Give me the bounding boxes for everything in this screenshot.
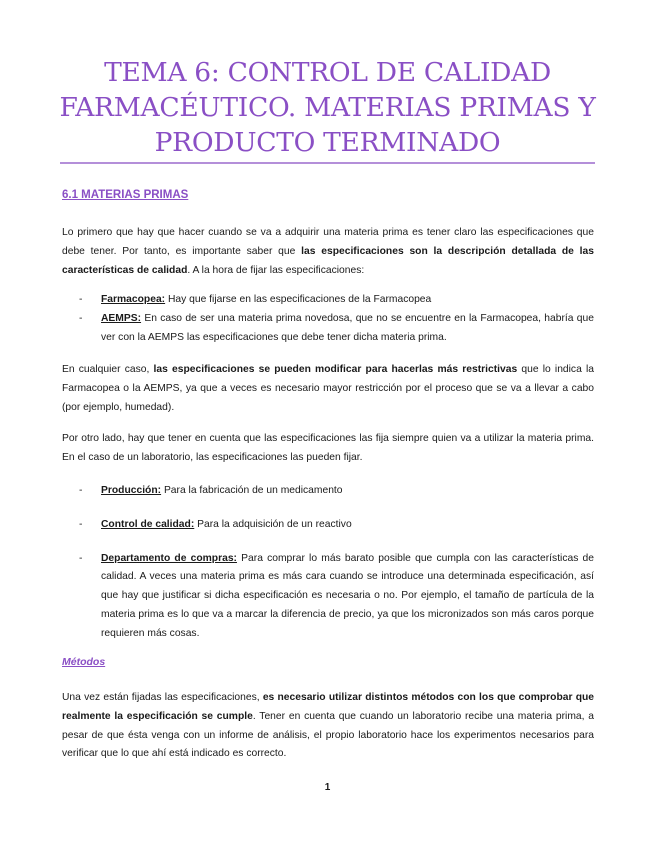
list-term: AEMPS: — [101, 312, 142, 324]
intro-text-bold: las especificaciones son la descripción detallada de las características de calidad — [62, 245, 594, 276]
list-item — [62, 482, 594, 501]
intro-paragraph — [62, 224, 594, 280]
restriction-text-bold: las especificaciones se pueden modificar para hacerlas más restrictivas — [153, 364, 518, 375]
bullet-dash: - — [79, 518, 83, 530]
title-divider — [60, 162, 595, 164]
methods-paragraph — [62, 689, 594, 764]
section-heading: 6.1 MATERIAS PRIMAS — [62, 189, 189, 201]
list-item — [62, 291, 594, 310]
methods-subheading: Métodos — [62, 656, 106, 668]
list-term: Departamento de compras: — [101, 552, 237, 564]
list-item — [62, 516, 594, 535]
restriction-text-c: que lo indica la Farmacopea o la AEMPS, ya que a veces es necesario mayor restricción por el proceso que se va a llevar a cabo (por ejemplo, humedad). — [62, 364, 595, 413]
restriction-paragraph — [62, 361, 594, 417]
list-term: Control de calidad: — [101, 518, 195, 530]
document-title: TEMA 6: CONTROL DE CALIDAD FARMACÉUTICO. MATERIAS PRIMAS Y PRODUCTO TERMINADO — [59, 57, 596, 158]
list-text: En caso de ser una materia prima novedosa, que no se encuentre en la Farmacopea, habría que ver con la AEMPS las especificaciones que debe tener dicha materia prima. — [101, 312, 594, 343]
list-item — [62, 310, 594, 348]
bullet-dash: - — [79, 312, 83, 324]
list-text: Para comprar lo más barato posible que cumpla con las características de calidad. A veces una materia prima es más cara cuando se introduce una determinada especificación, así que hay que justificar si dicha especificación es necesaria o no. Por ejemplo, el tamaño de partícula de la materia prima es lo que va a marcar la diferencia de precio, ya que los micronizados son más caros porque requieren más cosas. — [101, 552, 594, 639]
list-text: Para la fabricación de un medicamento — [161, 485, 343, 496]
restriction-text-a: En cualquier caso, — [62, 364, 154, 375]
intro-text-a: Lo primero que hay que hacer cuando se va a adquirir una materia prima es tener claro las especificaciones que debe tener. Por tanto, es importante saber que — [62, 227, 594, 257]
list-text: Para la adquisición de un reactivo — [194, 518, 352, 530]
bullet-dash: - — [79, 552, 83, 564]
methods-text-c: . Tener en cuenta que cuando un laboratorio recibe una materia prima, a pesar de que ésta venga con un informe de análisis, el propio laboratorio hace los experimentos necesarios para verificar que lo que ahí está indicado es correcto. — [62, 710, 594, 760]
bullet-dash: - — [79, 485, 83, 496]
list-text: Hay que fijarse en las especificaciones de la Farmacopea — [165, 294, 432, 305]
intro-text-c: . A la hora de fijar las especificaciones: — [187, 264, 365, 276]
specification-sources-list — [62, 291, 594, 347]
methods-text-bold: es necesario utilizar distintos métodos con los que comprobar que realmente la especificación se cumple — [62, 692, 594, 722]
who-sets-paragraph: Por otro lado, hay que tener en cuenta que las especificaciones las fija siempre quien va a utilizar la materia prima. En el caso de un laboratorio, las especificaciones las pueden fijar. — [62, 433, 594, 463]
list-term: Farmacopea: — [101, 294, 166, 305]
page-number: 1 — [324, 782, 331, 793]
departments-list — [62, 482, 594, 644]
list-term: Producción: — [101, 485, 162, 496]
methods-text-a: Una vez están fijadas las especificaciones, — [62, 692, 263, 703]
bullet-dash: - — [79, 294, 83, 305]
list-item — [62, 550, 594, 644]
